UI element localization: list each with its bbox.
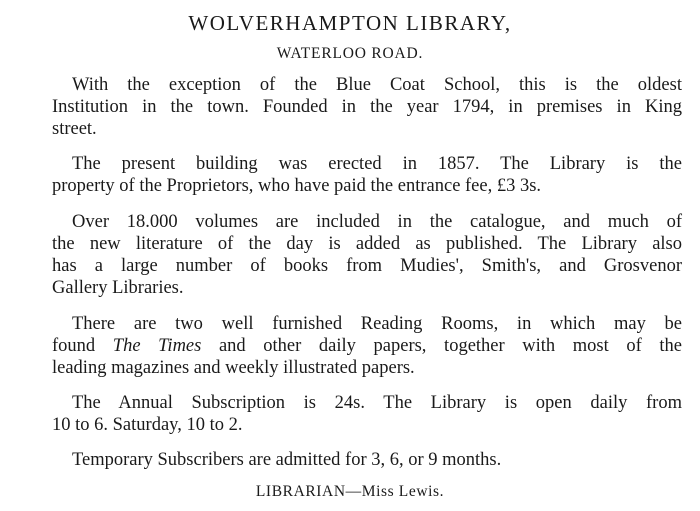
paragraph-line: There are two well furnished Reading Rooms, in which may be [72, 314, 682, 334]
paragraph-catalogue [52, 211, 682, 299]
paragraph-line: the new literature of the day is added as published. The Library also [52, 234, 682, 254]
paragraph-line: leading magazines and weekly illustrated papers. [52, 358, 415, 378]
paragraph-subscription [52, 392, 682, 436]
paragraph-line: Institution in the town. Founded in the year 1794, in premises in King [52, 97, 682, 117]
paragraph-line: 10 to 6. Saturday, 10 to 2. [52, 415, 243, 435]
paragraph-line: has a large number of books from Mudies', Smith's, and Grosvenor [52, 256, 682, 276]
paragraph-line: With the exception of the Blue Coat School, this is the oldest [72, 75, 682, 95]
paragraph-text: found [52, 336, 96, 356]
paragraph-reading-rooms [52, 313, 682, 379]
paragraph-line: Temporary Subscribers are admitted for 3, 6, or 9 months. [72, 450, 502, 470]
paragraph-line [52, 335, 682, 357]
paragraph-temporary-subscribers [52, 449, 682, 471]
page-title: WOLVERHAMPTON LIBRARY, [188, 11, 512, 35]
paragraph-line: property of the Proprietors, who have paid the entrance fee, £3 3s. [52, 176, 542, 196]
page-subtitle: WATERLOO ROAD. [276, 45, 424, 62]
paragraph-line: The Annual Subscription is 24s. The Library is open daily from [72, 393, 682, 413]
newspaper-title: The Times [112, 336, 202, 356]
librarian-credit: LIBRARIAN—Miss Lewis. [255, 483, 445, 500]
paragraph-building [52, 153, 682, 197]
paragraph-line: street. [52, 119, 97, 139]
paragraph-line: Gallery Libraries. [52, 278, 184, 298]
paragraph-line: Over 18.000 volumes are included in the catalogue, and much of [72, 212, 682, 232]
paragraph-text: and other daily papers, together with most of the [218, 336, 683, 356]
paragraph-line: The present building was erected in 1857. The Library is the [72, 154, 682, 174]
paragraph-history [52, 74, 682, 140]
